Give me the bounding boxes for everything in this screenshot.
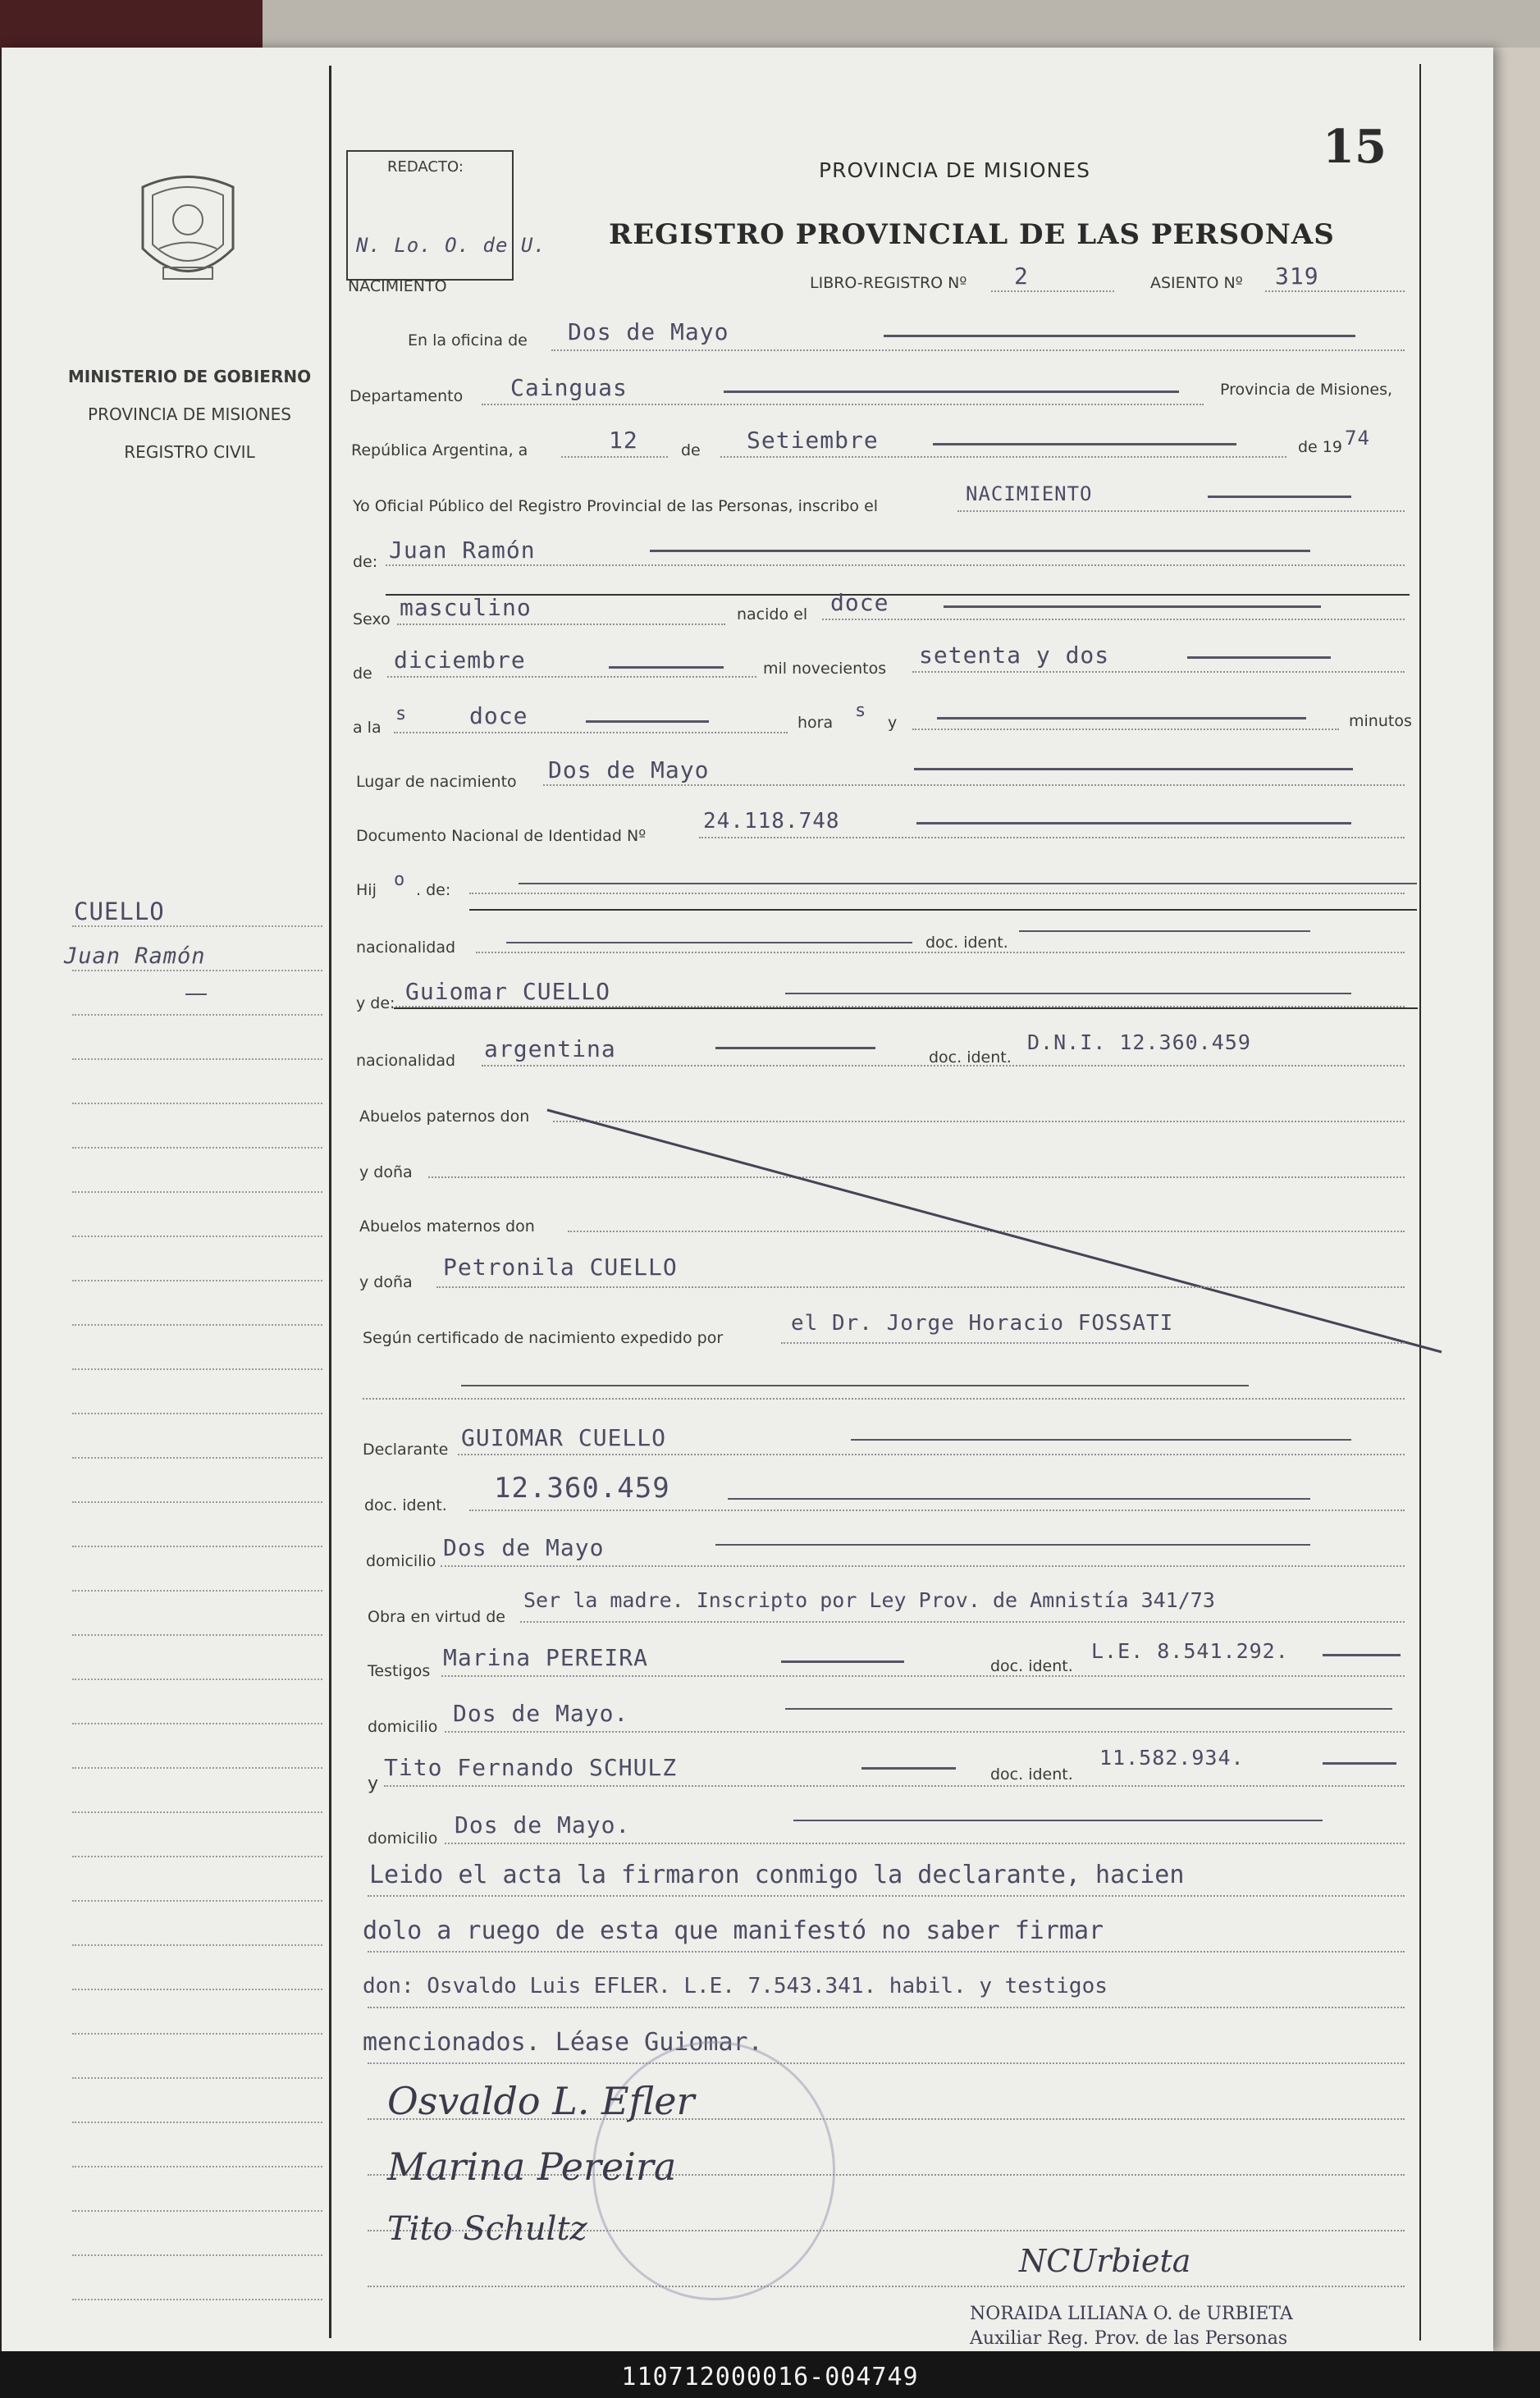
redacto-label: REDACTO:: [387, 158, 464, 176]
register-page: [2, 48, 1493, 2351]
departamento-label: Departamento: [350, 387, 464, 405]
nacionalidad2-label: nacionalidad: [356, 1052, 456, 1070]
nacido-label: nacido el: [737, 605, 808, 623]
hora-value: doce: [469, 702, 528, 729]
lugar-value: Dos de Mayo: [548, 756, 710, 783]
dni-label: Documento Nacional de Identidad Nº: [356, 827, 647, 845]
margin-surname: CUELLO: [74, 898, 165, 925]
docident2-label: doc. ident.: [929, 1048, 1012, 1067]
certificado-label: Según certificado de nacimiento expedido por: [363, 1329, 724, 1347]
ministry-name: MINISTERIO DE GOBIERNO: [67, 367, 312, 386]
hijo-value: o: [394, 870, 406, 890]
departamento-value: Cainguas: [510, 374, 628, 401]
docident3-label: doc. ident.: [364, 1496, 447, 1514]
obra-value: Ser la madre. Inscripto por Ley Prov. de Amnistía 341/73: [523, 1588, 1215, 1612]
declarante-value: GUIOMAR CUELLO: [461, 1424, 667, 1451]
provincia-suffix: Provincia de Misiones,: [1220, 381, 1393, 399]
nacionalidad-label: nacionalidad: [356, 939, 456, 957]
hijo-label: Hij: [356, 881, 377, 899]
oficina-label: En la oficina de: [408, 331, 528, 349]
obra-label: Obra en virtud de: [368, 1608, 505, 1626]
docident2-value: D.N.I. 12.360.459: [1027, 1030, 1251, 1054]
hora-label: hora: [797, 714, 834, 732]
republica-label: República Argentina, a: [351, 441, 528, 459]
declarante-label: Declarante: [363, 1441, 449, 1459]
hora-suffix: s: [855, 701, 867, 721]
name-value: Juan Ramón: [389, 537, 536, 564]
month-value: Setiembre: [747, 427, 879, 454]
asiento-label: ASIENTO Nº: [1150, 274, 1243, 292]
yde-label: y de:: [356, 994, 395, 1012]
month2-value: diciembre: [394, 646, 526, 674]
libro-label: LIBRO-REGISTRO Nº: [810, 274, 967, 292]
y-label: y: [888, 714, 898, 732]
domicilio2-label: domicilio: [368, 1718, 438, 1736]
de2-label: de:: [353, 553, 378, 571]
docident4-value: L.E. 8.541.292.: [1091, 1639, 1289, 1663]
margin-dash: [185, 993, 207, 995]
docident5-label: doc. ident.: [990, 1765, 1073, 1784]
signature-efler: Osvaldo L. Efler: [387, 2079, 695, 2123]
certificado-value: el Dr. Jorge Horacio FOSSATI: [791, 1311, 1174, 1336]
domicilio2-value: Dos de Mayo.: [453, 1700, 629, 1727]
domicilio1-label: domicilio: [366, 1552, 436, 1570]
book-edge: [1493, 48, 1540, 2351]
province-title: PROVINCIA DE MISIONES: [819, 158, 1090, 182]
ydona2-label: y doña: [359, 1273, 413, 1291]
mil-label: mil novecientos: [763, 660, 887, 678]
closing-line-1: Leido el acta la firmaron conmigo la declarante, hacien: [369, 1861, 1185, 1889]
docident3-value: 12.360.459: [494, 1472, 670, 1505]
docident-label: doc. ident.: [925, 934, 1008, 952]
domicilio3-value: Dos de Mayo.: [455, 1811, 631, 1838]
margin-names: Juan Ramón: [64, 943, 206, 969]
registry-title: REGISTRO PROVINCIAL DE LAS PERSONAS: [609, 218, 1335, 251]
redacto-box: [346, 150, 546, 281]
y2-label: y: [368, 1774, 379, 1794]
closing-line-3: don: Osvaldo Luis EFLER. L.E. 7.543.341. habil. y testigos: [363, 1974, 1108, 1998]
official-role: Auxiliar Reg. Prov. de las Personas: [970, 2328, 1288, 2349]
domicilio1-value: Dos de Mayo: [443, 1534, 605, 1561]
closing-line-4: mencionados. Léase Guiomar.: [363, 2028, 763, 2057]
asiento-value: 319: [1275, 263, 1319, 290]
background-strip: [0, 0, 1540, 49]
ministry-civil: REGISTRO CIVIL: [124, 442, 255, 462]
oficial-value: NACIMIENTO: [966, 482, 1093, 505]
testigos-label: Testigos: [368, 1662, 431, 1680]
nacionalidad2-value: argentina: [484, 1035, 616, 1062]
domicilio3-label: domicilio: [368, 1829, 438, 1848]
ala-label: a la: [353, 719, 382, 737]
ministry-province: PROVINCIA DE MISIONES: [88, 404, 291, 424]
provincial-seal-icon: [135, 171, 241, 294]
testigo2-value: Tito Fernando SCHULZ: [384, 1754, 678, 1781]
abuelos-maternos-label: Abuelos maternos don: [359, 1217, 535, 1236]
section-label: NACIMIENTO: [348, 277, 447, 295]
abuela-materna-value: Petronila CUELLO: [443, 1254, 678, 1281]
oficial-text: Yo Oficial Público del Registro Provincial de las Personas, inscribo el: [353, 497, 879, 515]
libro-value: 2: [1014, 263, 1029, 290]
mother-value: Guiomar CUELLO: [405, 978, 611, 1005]
ydona1-label: y doña: [359, 1163, 413, 1181]
docident5-value: 11.582.934.: [1099, 1746, 1245, 1770]
signature-urbieta: NCUrbieta: [1019, 2243, 1191, 2279]
docident4-label: doc. ident.: [990, 1657, 1073, 1675]
oficina-value: Dos de Mayo: [568, 318, 729, 345]
year-label: de 19: [1298, 438, 1342, 456]
de3-label: de: [353, 665, 372, 683]
margin-line: [72, 925, 322, 927]
minutos-label: minutos: [1349, 712, 1412, 730]
year-value: 74: [1345, 427, 1370, 450]
abuelos-paternos-label: Abuelos paternos don: [359, 1108, 530, 1126]
signature-pereira: Marina Pereira: [387, 2144, 677, 2189]
lugar-label: Lugar de nacimiento: [356, 773, 517, 791]
de-label: de: [681, 441, 701, 459]
closing-line-2: dolo a ruego de esta que manifestó no saber firmar: [363, 1916, 1104, 1945]
testigo1-value: Marina PEREIRA: [443, 1644, 649, 1671]
margin-line: [72, 970, 322, 971]
hijo-suffix: . de:: [416, 881, 451, 899]
ala-value: s: [395, 704, 408, 724]
nacido-value: doce: [830, 589, 889, 616]
sexo-value: masculino: [400, 594, 532, 621]
redacto-value: N. Lo. O. de U.: [356, 234, 546, 257]
signature-schultz: Tito Schultz: [387, 2210, 587, 2248]
page-number: 15: [1323, 120, 1387, 174]
sexo-label: Sexo: [353, 610, 391, 628]
ministry-heading: [34, 358, 345, 471]
document-id: 110712000016-004749: [621, 2363, 919, 2391]
official-name: NORAIDA LILIANA O. de URBIETA: [970, 2304, 1293, 2324]
day-value: 12: [609, 427, 638, 454]
dni-value: 24.118.748: [703, 809, 840, 834]
year-words-value: setenta y dos: [919, 642, 1110, 669]
